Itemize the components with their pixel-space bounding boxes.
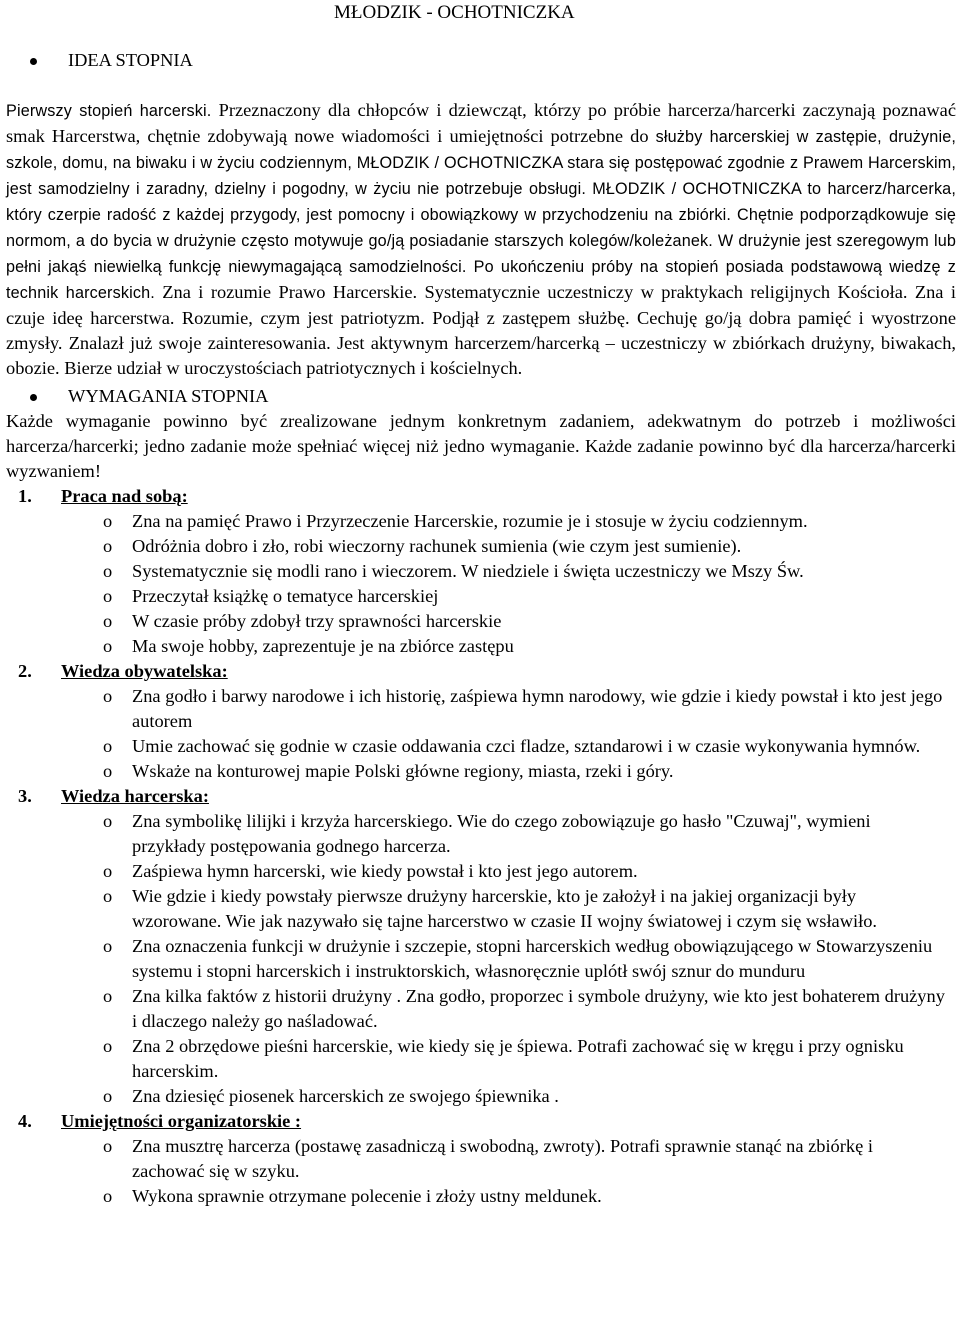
list-bullet-icon: o <box>103 736 113 756</box>
list-bullet-icon: o <box>103 886 113 906</box>
section-title: Wiedza obywatelska: <box>61 661 228 681</box>
idea-paragraph-body: Przeznaczony dla chłopców i dziewcząt, którzy po próbie harcerza/harcerki zaczynają poznawać smak Harcerstwa, chętnie zdobywają nowe wiadomości i umiejętności potrzebne do <box>6 100 956 146</box>
section-number: 2. <box>18 661 32 681</box>
requirement-item <box>6 1134 956 1184</box>
list-bullet-icon: o <box>103 686 113 706</box>
requirement-text: W czasie próby zdobył trzy sprawności harcerskie <box>132 611 502 631</box>
requirement-item <box>6 759 956 784</box>
requirement-text: Zaśpiewa hymn harcerski, wie kiedy powstał i kto jest jego autorem. <box>132 861 638 881</box>
list-bullet-icon: o <box>103 761 113 781</box>
requirement-text: Zna 2 obrzędowe pieśni harcerskie, wie kiedy się je śpiewa. Potrafi zachować się w kręgu i przy ognisku harcerskim. <box>132 1036 904 1081</box>
requirement-text: Zna oznaczenia funkcji w drużynie i szczepie, stopni harcerskich według obowiązującego w Stowarzyszeniu systemu i stopni harcerskich i instruktorskich, własnoręcznie uplótł swój sznur do munduru <box>132 936 933 981</box>
requirement-item <box>6 734 956 759</box>
requirement-list <box>6 509 956 659</box>
requirement-text: Zna kilka faktów z historii drużyny . Zna godło, proporzec i symbole drużyny, wie kto jest bohaterem drużyny i dlaczego należy go naśladować. <box>132 986 945 1031</box>
idea-section <box>6 98 956 1209</box>
page-title: MŁODZIK - OCHOTNICZKA <box>334 2 575 23</box>
list-bullet-icon: o <box>103 511 113 531</box>
requirement-text: Odróżnia dobro i zło, robi wieczorny rachunek sumienia (wie czym jest sumienie). <box>132 536 742 556</box>
bullet-dot-icon <box>30 394 37 401</box>
requirement-item <box>6 609 956 634</box>
list-bullet-icon: o <box>103 936 113 956</box>
idea-paragraph-summary: Zna i rozumie Prawo Harcerskie. Systematycznie uczestniczy w praktykach religijnych Kościoła. Zna i czuje ideę harcerstwa. Rozumie, czym jest patriotyzm. Podjął z zastępem służbę. Cechuję go/ją dobra pamięć i wyostrzone zmysły. Znalazł już swoje zainteresowania. Jest aktywnym harcerzem/harcerką – uczestniczy w zbiórkach drużyny, biwakach, obozie. Bierze udział w uroczystościach patriotycznych i kościelnych. <box>6 282 956 378</box>
requirements-sections <box>6 484 956 1209</box>
list-bullet-icon: o <box>103 636 113 656</box>
section-heading <box>6 784 956 809</box>
idea-heading <box>6 48 960 73</box>
requirements-intro: Każde wymaganie powinno być zrealizowane jednym konkretnym zadaniem, adekwatnym do potrzeb i możliwości harcerza/harcerki; jedno zadanie może spełniać więcej niż jedno wymaganie. Każde zadanie powinno być dla harcerza/harcerki wyzwaniem! <box>6 411 956 481</box>
requirement-text: Wykona sprawnie otrzymane polecenie i złoży ustny meldunek. <box>132 1186 602 1206</box>
list-bullet-icon: o <box>103 561 113 581</box>
requirement-item <box>6 1034 956 1084</box>
requirement-list <box>6 684 956 784</box>
requirement-item <box>6 634 956 659</box>
list-bullet-icon: o <box>103 1086 113 1106</box>
requirement-item <box>6 1184 956 1209</box>
requirements-heading-text: WYMAGANIA STOPNIA <box>68 386 269 406</box>
requirement-text: Wie gdzie i kiedy powstały pierwsze drużyny harcerskie, kto je założył i na jakiej organizacji były wzorowane. Wie jak nazywało się tajne harcerstwo w czasie II wojny światowej i czym się wsławiło. <box>132 886 878 931</box>
requirement-text: Ma swoje hobby, zaprezentuje je na zbiórce zastępu <box>132 636 514 656</box>
requirement-item <box>6 934 956 984</box>
idea-paragraph <box>6 98 956 381</box>
requirement-text: Zna symbolikę lilijki i krzyża harcerskiego. Wie do czego zobowiązuje go hasło "Czuwaj", wymieni przykłady postępowania godnego harcerza. <box>132 811 871 856</box>
requirement-item <box>6 884 956 934</box>
requirement-item <box>6 584 956 609</box>
section-title: Wiedza harcerska: <box>61 786 209 806</box>
requirement-item <box>6 984 956 1034</box>
requirement-text: Wskaże na konturowej mapie Polski główne regiony, miasta, rzeki i góry. <box>132 761 674 781</box>
section-title: Umiejętności organizatorskie : <box>61 1111 302 1131</box>
idea-heading-text: IDEA STOPNIA <box>68 50 193 70</box>
section-heading <box>6 1109 956 1134</box>
section-heading <box>6 484 956 509</box>
list-bullet-icon: o <box>103 586 113 606</box>
requirement-item <box>6 684 956 734</box>
section-title: Praca nad sobą: <box>61 486 188 506</box>
bullet-dot-icon <box>30 58 37 65</box>
requirement-item <box>6 1084 956 1109</box>
requirements-heading <box>6 384 956 409</box>
requirement-text: Przeczytał książkę o tematyce harcerskiej <box>132 586 439 606</box>
requirement-text: Systematycznie się modli rano i wieczorem. W niedziele i święta uczestniczy we Mszy Św. <box>132 561 804 581</box>
section-number: 4. <box>18 1111 32 1131</box>
section-number: 1. <box>18 486 32 506</box>
requirement-text: Zna dziesięć piosenek harcerskich ze swojego śpiewnika . <box>132 1086 559 1106</box>
requirement-item <box>6 559 956 584</box>
requirement-item <box>6 509 956 534</box>
list-bullet-icon: o <box>103 811 113 831</box>
requirement-text: Zna godło i barwy narodowe i ich historię, zaśpiewa hymn narodowy, wie gdzie i kiedy powstał i kto jest jego autorem <box>132 686 943 731</box>
idea-paragraph-lead: Pierwszy stopień harcerski. <box>6 102 212 120</box>
requirement-text: Zna musztrę harcerza (postawę zasadniczą i swobodną, zwroty). Potrafi sprawnie stanąć na zbiórkę i zachować się w szyku. <box>132 1136 873 1181</box>
list-bullet-icon: o <box>103 861 113 881</box>
list-bullet-icon: o <box>103 536 113 556</box>
requirement-item <box>6 809 956 859</box>
requirement-item <box>6 534 956 559</box>
requirement-text: Umie zachować się godnie w czasie oddawania czci fladze, sztandarowi i w czasie wykonywania hymnów. <box>132 736 921 756</box>
list-bullet-icon: o <box>103 1036 113 1056</box>
list-bullet-icon: o <box>103 1186 113 1206</box>
section-number: 3. <box>18 786 32 806</box>
requirement-list <box>6 809 956 1109</box>
list-bullet-icon: o <box>103 1136 113 1156</box>
requirement-list <box>6 1134 956 1209</box>
section-heading <box>6 659 956 684</box>
requirement-text: Zna na pamięć Prawo i Przyrzeczenie Harcerskie, rozumie je i stosuje w życiu codziennym. <box>132 511 808 531</box>
idea-paragraph-description: służby harcerskiej w zastępie, drużynie, szkole, domu, na biwaku i w życiu codziennym, MŁODZIK / OCHOTNICZKA stara się postępować zgodnie z Prawem Harcerskim, jest samodzielny i zaradny, dzielny i pogodny, w życiu nie potrzebuje obsługi. MŁODZIK / OCHOTNICZKA to harcerz/harcerka, który czerpie radość z każdej przygody, jest pomocny i obowiązkowy w przychodzeniu na zbiórki. Chętnie podporządkowuje się normom, a do bycia w drużynie często motywuje go/ją posiadanie starszych kolegów/koleżanek. W drużynie jest szeregowym lub pełni jakąś niewielką funkcję niewymagającą samodzielności. Po ukończeniu próby na stopień posiada podstawową wiedzę z technik harcerskich. <box>6 128 956 302</box>
requirement-item <box>6 859 956 884</box>
list-bullet-icon: o <box>103 986 113 1006</box>
list-bullet-icon: o <box>103 611 113 631</box>
